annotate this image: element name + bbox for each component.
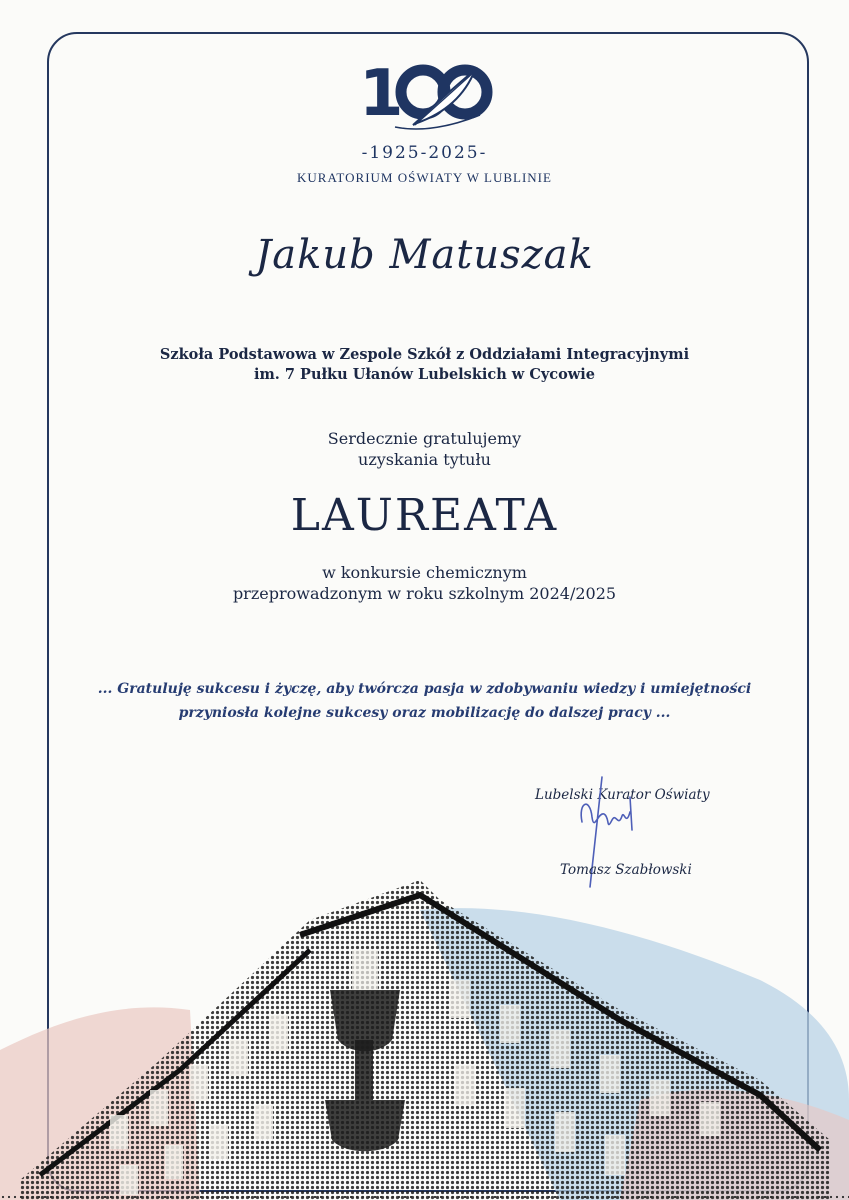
award-title: LAUREATA xyxy=(290,490,559,541)
congratulations-text xyxy=(0,428,849,470)
signatory-role: Lubelski Kurator Oświaty xyxy=(535,787,710,803)
centenary-logo xyxy=(0,55,849,135)
congrats-line-2: uzyskania tytułu xyxy=(358,450,491,469)
building-illustration xyxy=(0,840,849,1200)
recipient-name: Jakub Matuszak xyxy=(255,232,594,278)
quote-text xyxy=(0,677,849,725)
school-line-2: im. 7 Pułku Ułanów Lubelskich w Cycowie xyxy=(253,366,596,383)
logo-digit-one: 1 xyxy=(358,57,404,131)
years-range: -1925-2025- xyxy=(361,143,488,163)
contest-line-1: w konkursie chemicznym xyxy=(322,563,527,582)
quote-line-1: ... Gratuluję sukcesu i życzę, aby twórcza pasja w zdobywaniu wiedzy i umiejętności xyxy=(97,681,752,697)
contest-line-2: przeprowadzonym w roku szkolnym 2024/2025 xyxy=(232,584,617,603)
institution-name: KURATORIUM OŚWIATY W LUBLINIE xyxy=(297,170,552,185)
logo-100-graphic xyxy=(355,55,495,135)
school-line-1: Szkoła Podstawowa w Zespole Szkół z Oddziałami Integracyjnymi xyxy=(159,346,690,363)
quote-line-2: przyniosła kolejne sukcesy oraz mobilizację do dalszej pracy ... xyxy=(178,705,671,721)
signatory-name: Tomasz Szabłowski xyxy=(560,862,692,878)
school-name xyxy=(0,345,849,385)
congrats-line-1: Serdecznie gratulujemy xyxy=(327,429,522,448)
contest-description xyxy=(0,562,849,604)
ground-line xyxy=(0,1195,849,1200)
